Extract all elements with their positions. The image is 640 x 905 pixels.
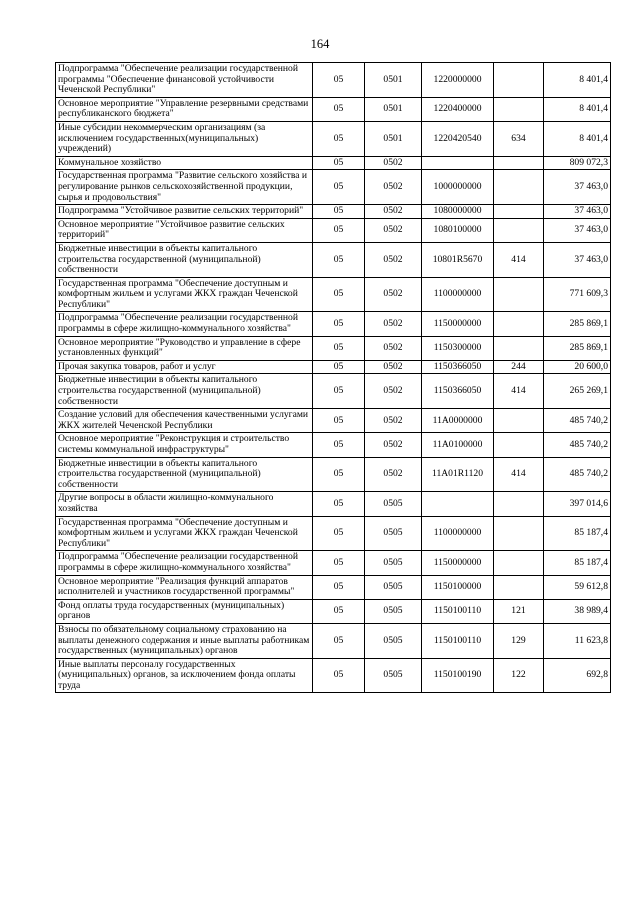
row-section-cell: 05 <box>313 599 365 623</box>
row-name-cell: Основное мероприятие "Реализация функций аппаратов исполнителей и участников государственной программы" <box>56 575 313 599</box>
table-row <box>56 374 611 409</box>
row-section-cell: 05 <box>313 121 365 156</box>
row-expense-type-cell: 414 <box>494 374 544 409</box>
row-name-cell: Основное мероприятие "Управление резервными средствами республиканского бюджета" <box>56 97 313 121</box>
table-row <box>56 170 611 205</box>
row-amount-cell: 37 463,0 <box>544 205 611 219</box>
row-target-cell: 1150100110 <box>422 623 494 658</box>
row-expense-type-cell: 244 <box>494 360 544 374</box>
row-subsection-cell: 0502 <box>365 457 422 492</box>
row-amount-cell: 11 623,8 <box>544 623 611 658</box>
table-row <box>56 457 611 492</box>
row-name-cell: Прочая закупка товаров, работ и услуг <box>56 360 313 374</box>
table-row <box>56 492 611 516</box>
row-target-cell: 1150366050 <box>422 374 494 409</box>
row-expense-type-cell: 121 <box>494 599 544 623</box>
row-amount-cell: 692,8 <box>544 658 611 693</box>
row-target-cell: 1150100190 <box>422 658 494 693</box>
row-name-cell: Основное мероприятие "Реконструкция и строительство системы коммунальной инфраструктуры" <box>56 433 313 457</box>
row-amount-cell: 485 740,2 <box>544 409 611 433</box>
row-subsection-cell: 0505 <box>365 492 422 516</box>
row-expense-type-cell: 129 <box>494 623 544 658</box>
row-target-cell: 1150100110 <box>422 599 494 623</box>
row-section-cell: 05 <box>313 516 365 551</box>
row-subsection-cell: 0505 <box>365 599 422 623</box>
row-expense-type-cell <box>494 218 544 242</box>
row-amount-cell: 85 187,4 <box>544 516 611 551</box>
row-amount-cell: 85 187,4 <box>544 551 611 575</box>
row-section-cell: 05 <box>313 336 365 360</box>
row-subsection-cell: 0502 <box>365 156 422 170</box>
row-target-cell: 1150000000 <box>422 551 494 575</box>
row-target-cell: 1220400000 <box>422 97 494 121</box>
table-row <box>56 409 611 433</box>
row-name-cell: Коммунальное хозяйство <box>56 156 313 170</box>
row-subsection-cell: 0505 <box>365 623 422 658</box>
row-amount-cell: 265 269,1 <box>544 374 611 409</box>
row-section-cell: 05 <box>313 205 365 219</box>
row-section-cell: 05 <box>313 218 365 242</box>
row-expense-type-cell <box>494 433 544 457</box>
row-section-cell: 05 <box>313 492 365 516</box>
row-expense-type-cell <box>494 409 544 433</box>
row-amount-cell: 20 600,0 <box>544 360 611 374</box>
row-name-cell: Бюджетные инвестиции в объекты капитального строительства государственной (муниципальной) собственности <box>56 457 313 492</box>
row-section-cell: 05 <box>313 457 365 492</box>
row-section-cell: 05 <box>313 156 365 170</box>
row-name-cell: Иные выплаты персоналу государственных (муниципальных) органов, за исключением фонда оплаты труда <box>56 658 313 693</box>
table-row <box>56 205 611 219</box>
row-name-cell: Подпрограмма "Обеспечение реализации государственной программы "Обеспечение финансовой устойчивости Чеченской Республики" <box>56 63 313 98</box>
row-subsection-cell: 0502 <box>365 433 422 457</box>
row-expense-type-cell <box>494 336 544 360</box>
row-subsection-cell: 0502 <box>365 170 422 205</box>
table-row <box>56 623 611 658</box>
row-amount-cell: 37 463,0 <box>544 170 611 205</box>
row-target-cell: 11А0100000 <box>422 433 494 457</box>
row-subsection-cell: 0505 <box>365 516 422 551</box>
table-row <box>56 242 611 277</box>
row-target-cell: 11А01R1120 <box>422 457 494 492</box>
row-section-cell: 05 <box>313 658 365 693</box>
row-section-cell: 05 <box>313 170 365 205</box>
row-expense-type-cell <box>494 551 544 575</box>
row-name-cell: Фонд оплаты труда государственных (муниципальных) органов <box>56 599 313 623</box>
row-section-cell: 05 <box>313 575 365 599</box>
row-section-cell: 05 <box>313 374 365 409</box>
row-section-cell: 05 <box>313 277 365 312</box>
row-expense-type-cell <box>494 63 544 98</box>
budget-table <box>55 62 611 693</box>
row-subsection-cell: 0505 <box>365 551 422 575</box>
table-row <box>56 63 611 98</box>
row-name-cell: Основное мероприятие "Устойчивое развитие сельских территорий" <box>56 218 313 242</box>
row-name-cell: Создание условий для обеспечения качественными услугами ЖКХ жителей Чеченской Республики <box>56 409 313 433</box>
row-target-cell: 1220000000 <box>422 63 494 98</box>
row-expense-type-cell <box>494 97 544 121</box>
table-row <box>56 97 611 121</box>
row-amount-cell: 485 740,2 <box>544 457 611 492</box>
row-target-cell: 1100000000 <box>422 277 494 312</box>
row-subsection-cell: 0502 <box>365 360 422 374</box>
row-amount-cell: 38 989,4 <box>544 599 611 623</box>
row-expense-type-cell <box>494 156 544 170</box>
table-row <box>56 658 611 693</box>
row-expense-type-cell <box>494 575 544 599</box>
row-amount-cell: 285 869,1 <box>544 312 611 336</box>
row-name-cell: Подпрограмма "Обеспечение реализации государственной программы в сфере жилищно-коммунального хозяйства" <box>56 551 313 575</box>
table-row <box>56 575 611 599</box>
row-name-cell: Подпрограмма "Обеспечение реализации государственной программы в сфере жилищно-коммунального хозяйства" <box>56 312 313 336</box>
row-target-cell: 1000000000 <box>422 170 494 205</box>
row-expense-type-cell <box>494 277 544 312</box>
row-expense-type-cell <box>494 312 544 336</box>
row-target-cell <box>422 492 494 516</box>
table-row <box>56 433 611 457</box>
row-target-cell: 1150100000 <box>422 575 494 599</box>
table-row <box>56 599 611 623</box>
row-target-cell <box>422 156 494 170</box>
row-expense-type-cell: 414 <box>494 242 544 277</box>
row-target-cell: 1080000000 <box>422 205 494 219</box>
row-subsection-cell: 0502 <box>365 242 422 277</box>
row-target-cell: 1150000000 <box>422 312 494 336</box>
row-target-cell: 10801R5670 <box>422 242 494 277</box>
row-amount-cell: 37 463,0 <box>544 242 611 277</box>
table-row <box>56 121 611 156</box>
row-section-cell: 05 <box>313 623 365 658</box>
row-section-cell: 05 <box>313 63 365 98</box>
row-expense-type-cell: 122 <box>494 658 544 693</box>
row-amount-cell: 485 740,2 <box>544 433 611 457</box>
row-target-cell: 1220420540 <box>422 121 494 156</box>
table-row <box>56 551 611 575</box>
row-name-cell: Другие вопросы в области жилищно-коммунального хозяйства <box>56 492 313 516</box>
row-subsection-cell: 0501 <box>365 63 422 98</box>
row-expense-type-cell <box>494 205 544 219</box>
row-name-cell: Государственная программа "Обеспечение доступным и комфортным жильем и услугами ЖКХ граждан Чеченской Республики" <box>56 277 313 312</box>
page-number: 164 <box>310 37 330 51</box>
row-name-cell: Подпрограмма "Устойчивое развитие сельских территорий" <box>56 205 313 219</box>
row-section-cell: 05 <box>313 97 365 121</box>
table-row <box>56 277 611 312</box>
row-section-cell: 05 <box>313 242 365 277</box>
row-subsection-cell: 0502 <box>365 336 422 360</box>
table-row <box>56 516 611 551</box>
row-target-cell: 11А0000000 <box>422 409 494 433</box>
row-amount-cell: 397 014,6 <box>544 492 611 516</box>
row-name-cell: Бюджетные инвестиции в объекты капитального строительства государственной (муниципальной) собственности <box>56 374 313 409</box>
row-name-cell: Взносы по обязательному социальному страхованию на выплаты денежного содержания и иные выплаты работникам государственных (муниципальных) органов <box>56 623 313 658</box>
row-amount-cell: 8 401,4 <box>544 97 611 121</box>
table-row <box>56 218 611 242</box>
row-subsection-cell: 0501 <box>365 121 422 156</box>
row-section-cell: 05 <box>313 360 365 374</box>
row-subsection-cell: 0501 <box>365 97 422 121</box>
row-target-cell: 1150366050 <box>422 360 494 374</box>
row-name-cell: Бюджетные инвестиции в объекты капитального строительства государственной (муниципальной) собственности <box>56 242 313 277</box>
row-expense-type-cell: 414 <box>494 457 544 492</box>
row-target-cell: 1080100000 <box>422 218 494 242</box>
row-subsection-cell: 0502 <box>365 312 422 336</box>
row-amount-cell: 809 072,3 <box>544 156 611 170</box>
row-expense-type-cell <box>494 492 544 516</box>
table-row <box>56 336 611 360</box>
row-subsection-cell: 0502 <box>365 277 422 312</box>
row-subsection-cell: 0502 <box>365 218 422 242</box>
table-row <box>56 312 611 336</box>
table-row <box>56 156 611 170</box>
table-row <box>56 360 611 374</box>
row-amount-cell: 37 463,0 <box>544 218 611 242</box>
row-target-cell: 1150300000 <box>422 336 494 360</box>
row-section-cell: 05 <box>313 409 365 433</box>
row-target-cell: 1100000000 <box>422 516 494 551</box>
row-section-cell: 05 <box>313 312 365 336</box>
row-subsection-cell: 0505 <box>365 575 422 599</box>
row-section-cell: 05 <box>313 551 365 575</box>
row-amount-cell: 771 609,3 <box>544 277 611 312</box>
row-name-cell: Государственная программа "Обеспечение доступным и комфортным жильем и услугами ЖКХ граждан Чеченской Республики" <box>56 516 313 551</box>
row-expense-type-cell <box>494 516 544 551</box>
row-expense-type-cell <box>494 170 544 205</box>
row-amount-cell: 285 869,1 <box>544 336 611 360</box>
row-section-cell: 05 <box>313 433 365 457</box>
row-expense-type-cell: 634 <box>494 121 544 156</box>
row-subsection-cell: 0502 <box>365 374 422 409</box>
row-amount-cell: 59 612,8 <box>544 575 611 599</box>
row-subsection-cell: 0505 <box>365 658 422 693</box>
row-name-cell: Основное мероприятие "Руководство и управление в сфере установленных функций" <box>56 336 313 360</box>
row-subsection-cell: 0502 <box>365 205 422 219</box>
row-name-cell: Государственная программа "Развитие сельского хозяйства и регулирование рынков сельскохозяйственной продукции, сырья и продовольствия" <box>56 170 313 205</box>
row-amount-cell: 8 401,4 <box>544 63 611 98</box>
row-subsection-cell: 0502 <box>365 409 422 433</box>
row-amount-cell: 8 401,4 <box>544 121 611 156</box>
row-name-cell: Иные субсидии некоммерческим организациям (за исключением государственных(муниципальных) учреждений) <box>56 121 313 156</box>
